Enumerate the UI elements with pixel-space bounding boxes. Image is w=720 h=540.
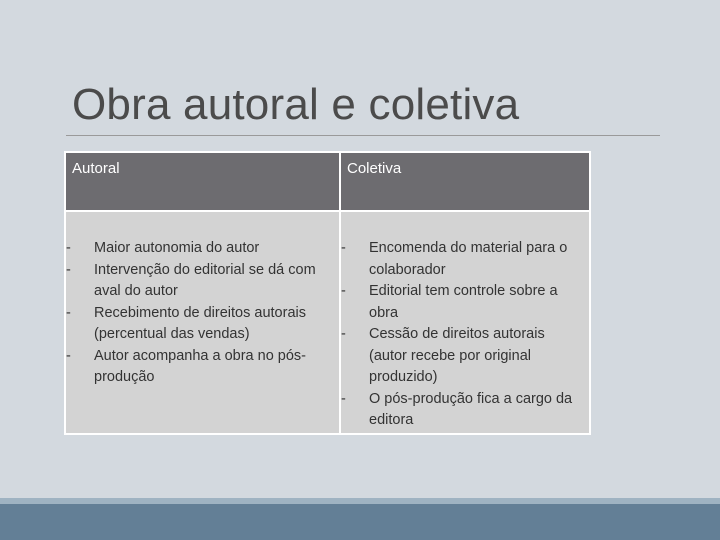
cell-autoral [65,211,340,434]
comparison-table-container [64,151,591,435]
list-item: - Editorial tem controle sobre a obra [341,281,583,324]
title-divider [66,135,660,136]
header-autoral: Autoral [65,152,340,211]
list-item: - Cessão de direitos autorais (autor recebe por original produzido) [341,324,583,389]
cell-coletiva [340,211,590,434]
table-row [65,211,590,434]
list-item: - Intervenção do editorial se dá com aval do autor [66,260,333,303]
list-item: - Maior autonomia do autor [66,238,333,260]
header-coletiva: Coletiva [340,152,590,211]
footer-band [0,504,720,540]
table-header-row [65,152,590,211]
list-item: - Recebimento de direitos autorais (percentual das vendas) [66,303,333,346]
comparison-table [64,151,591,435]
coletiva-list [341,238,583,432]
autoral-list [66,238,333,389]
list-item: - O pós-produção fica a cargo da editora [341,389,583,432]
list-item: - Autor acompanha a obra no pós-produção [66,346,333,389]
slide-title: Obra autoral e coletiva [72,80,520,129]
list-item: - Encomenda do material para o colaborador [341,238,583,281]
